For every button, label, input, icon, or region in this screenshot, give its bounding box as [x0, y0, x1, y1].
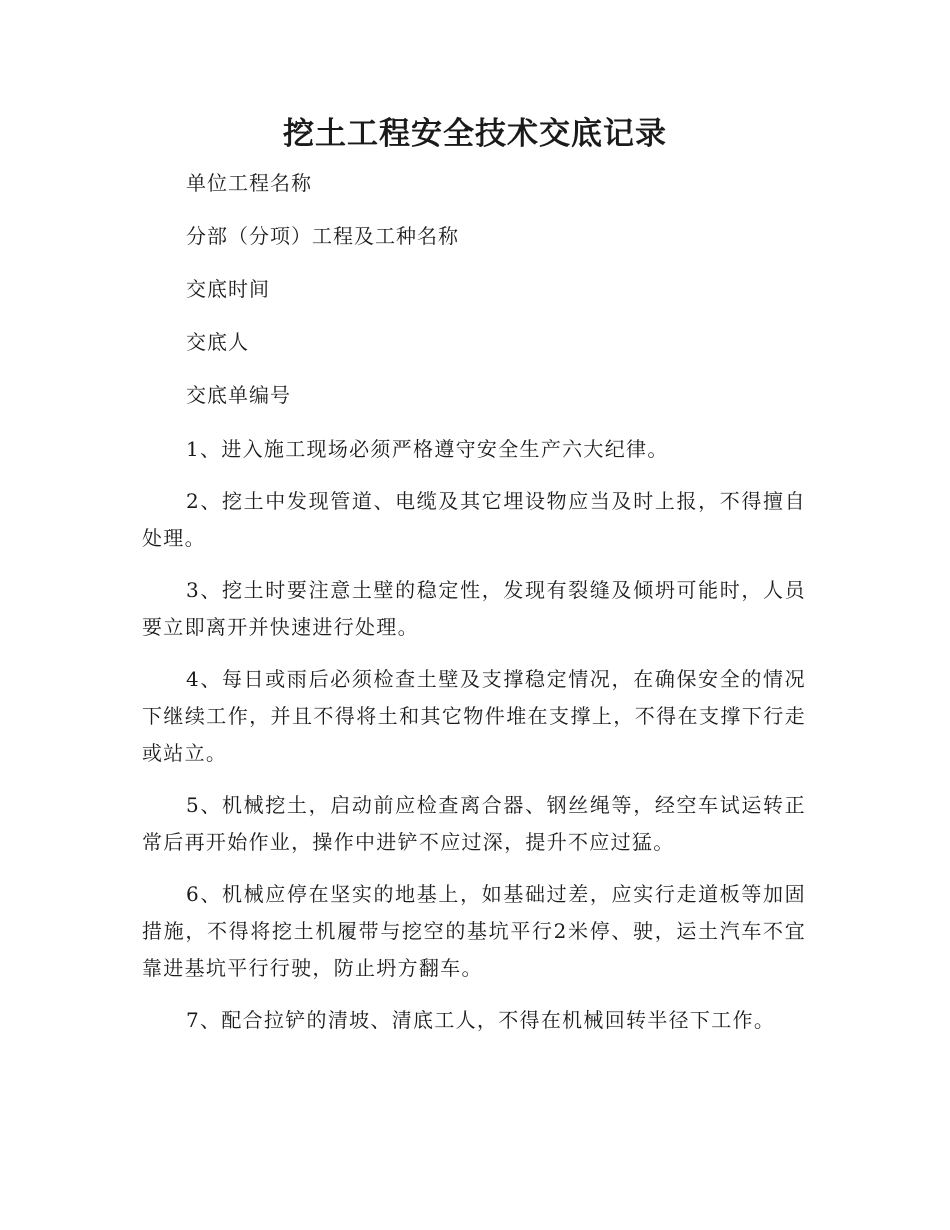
- rule-paragraph-7: 7、配合拉铲的清坡、清底工人，不得在机械回转半径下工作。: [186, 1008, 776, 1032]
- field-briefer: 交底人: [186, 330, 249, 354]
- safety-rules: [142, 431, 806, 1054]
- rule-paragraph-5: 5、机械挖土，启动前应检查离合器、钢丝绳等，经空车试运转正常后再开始作业，操作中进铲不应过深，提升不应过猛。: [142, 793, 806, 854]
- header-fields: [186, 166, 459, 431]
- field-unit-project-name: 单位工程名称: [186, 171, 312, 195]
- rule-paragraph-1: 1、进入施工现场必须严格遵守安全生产六大纪律。: [186, 437, 669, 461]
- rule-paragraph-2: 2、挖土中发现管道、电缆及其它埋设物应当及时上报，不得擅自处理。: [142, 489, 806, 550]
- field-subproject-trade-name: 分部（分项）工程及工种名称: [186, 224, 459, 248]
- document-title: 挖土工程安全技术交底记录: [283, 116, 667, 152]
- field-briefing-number: 交底单编号: [186, 383, 291, 407]
- field-briefing-time: 交底时间: [186, 277, 270, 301]
- rule-paragraph-6: 6、机械应停在坚实的地基上，如基础过差，应实行走道板等加固措施，不得将挖土机履带与挖空的基坑平行2米停、驶，运土汽车不宜靠进基坑平行行驶，防止坍方翻车。: [142, 882, 806, 980]
- rule-paragraph-4: 4、每日或雨后必须检查土壁及支撑稳定情况，在确保安全的情况下继续工作，并且不得将土和其它物件堆在支撑上，不得在支撑下行走或站立。: [142, 667, 806, 765]
- rule-paragraph-3: 3、挖土时要注意土壁的稳定性，发现有裂缝及倾坍可能时，人员要立即离开并快速进行处理。: [142, 578, 806, 639]
